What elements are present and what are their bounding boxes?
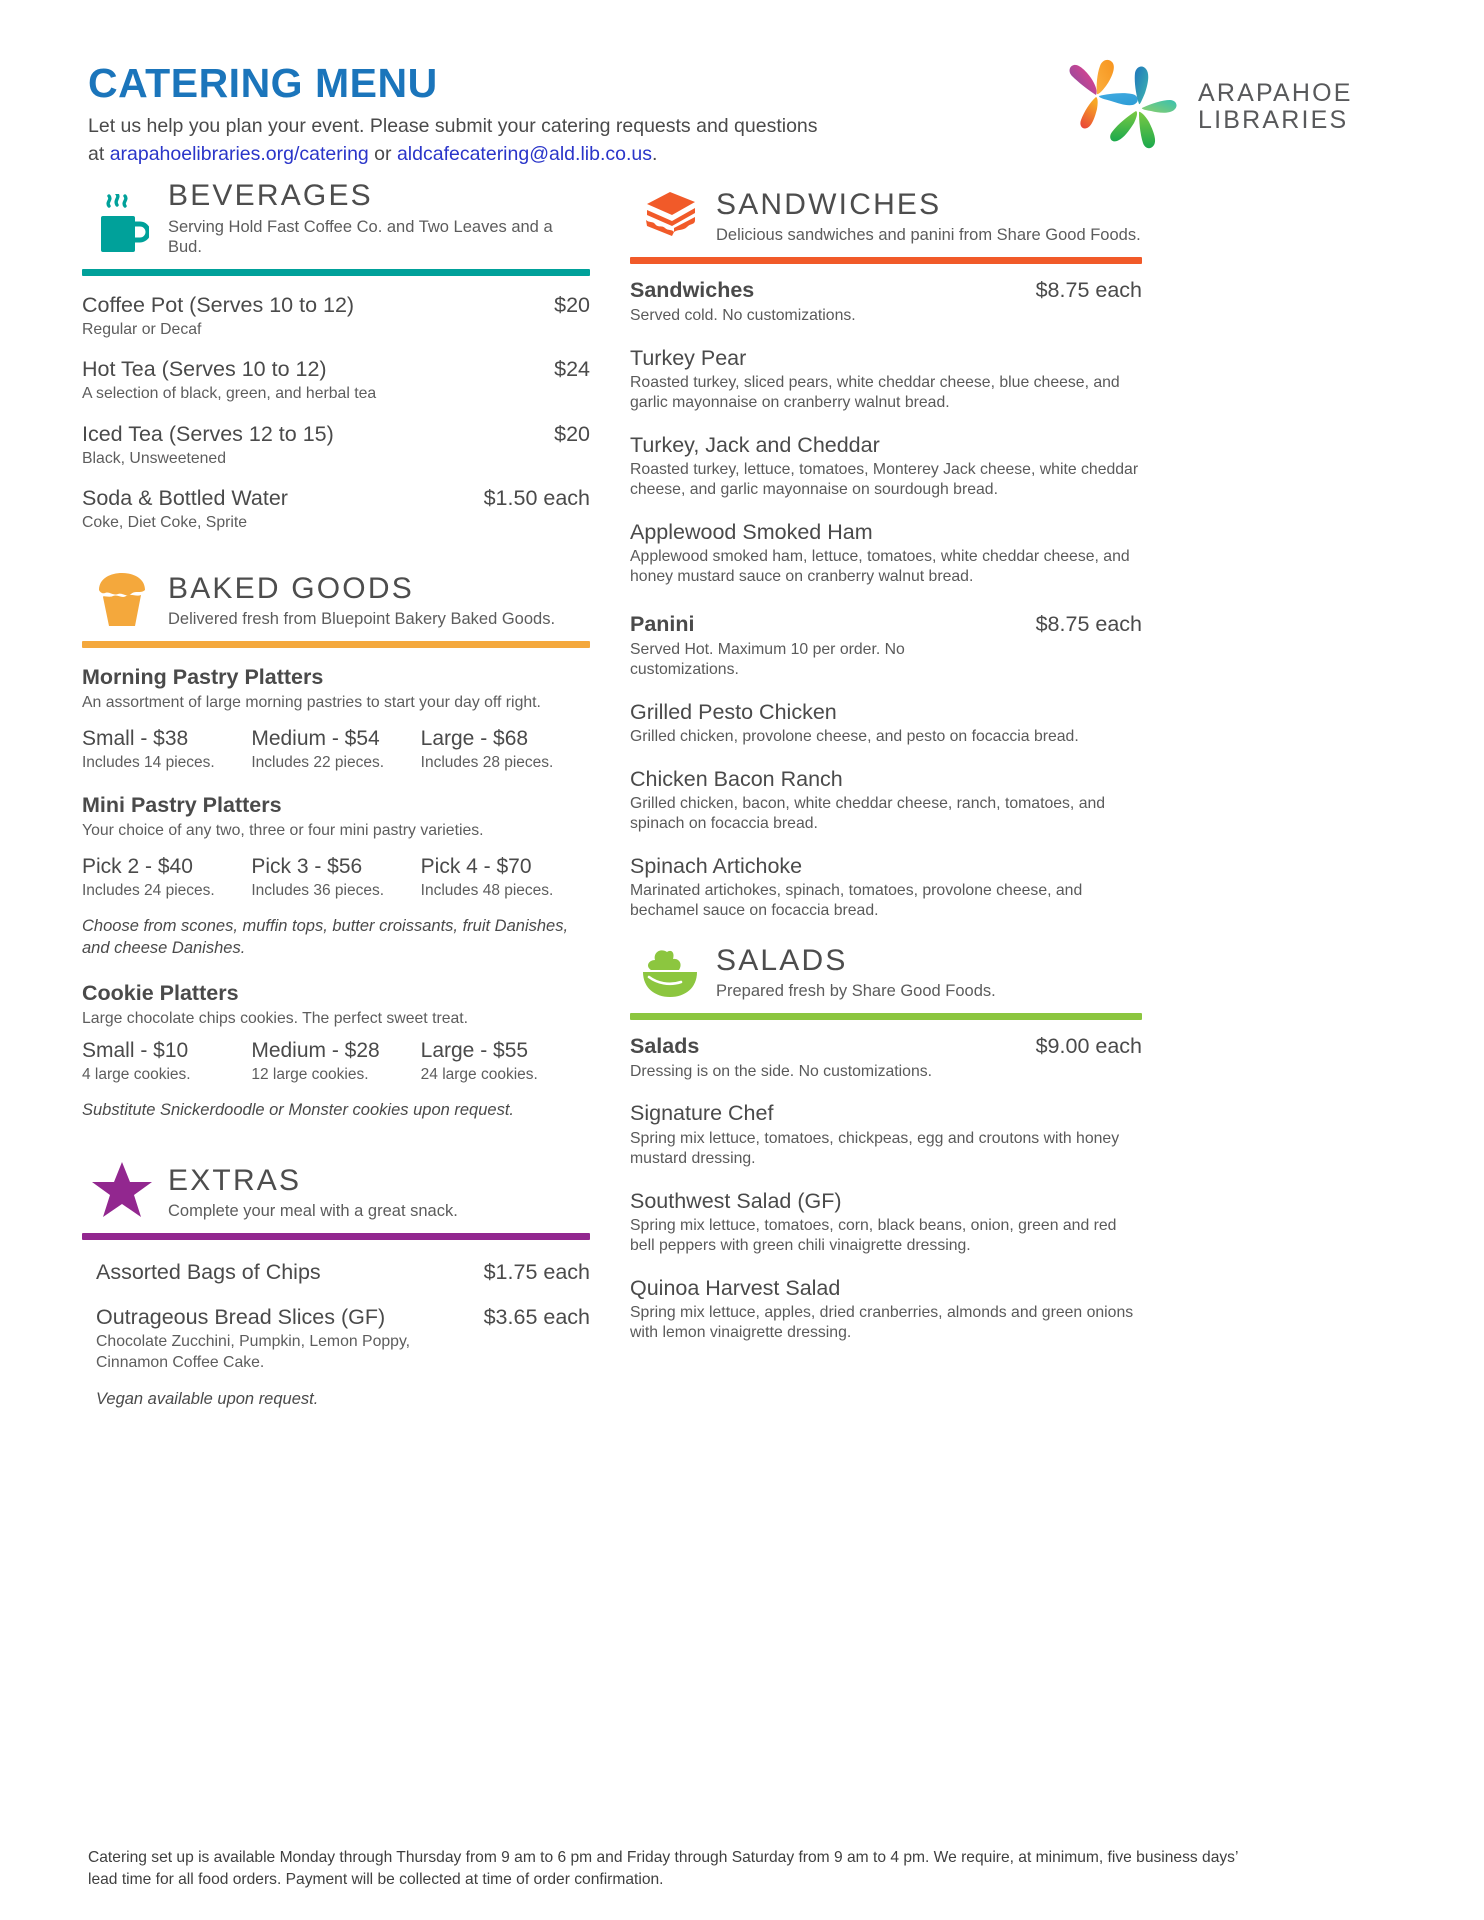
item-name: Turkey, Jack and Cheddar: [630, 432, 880, 457]
salads-group-header: [630, 1034, 1142, 1083]
item-name: Spinach Artichoke: [630, 853, 803, 878]
extras-subtitle: Complete your meal with a great snack.: [168, 1202, 458, 1221]
tier-label: Large - $55: [420, 1039, 529, 1063]
item-name: Chicken Bacon Ranch: [630, 766, 843, 791]
item-name: Outrageous Bread Slices (GF): [96, 1304, 386, 1329]
tier: [82, 1039, 251, 1084]
extras-item: [96, 1260, 590, 1285]
tier-sub: Includes 36 pieces.: [251, 882, 385, 900]
page-header: [0, 0, 1484, 180]
beverages-rule: [82, 269, 590, 276]
beverages-title: BEVERAGES: [168, 179, 373, 212]
salads-rule: [630, 1013, 1142, 1020]
item-desc: Spring mix lettuce, apples, dried cranberries, almonds and green onions with lemon vinaigrette dressing.: [630, 1303, 1134, 1342]
page-title: CATERING MENU: [88, 60, 438, 106]
arapahoe-libraries-logo: [1050, 40, 1353, 160]
panini-group-header: [630, 612, 1142, 681]
section-salads: [630, 936, 1142, 1344]
morning-pastry-desc: An assortment of large morning pastries to start your day off right.: [82, 693, 541, 711]
item-price: $1.75 each: [483, 1259, 590, 1284]
logo-line-2: LIBRARIES: [1198, 106, 1349, 134]
item-name: Signature Chef: [630, 1101, 774, 1126]
tier-sub: 4 large cookies.: [82, 1066, 191, 1084]
section-beverages: [82, 180, 590, 534]
sandwich-item: [630, 433, 1142, 501]
muffin-icon: [82, 572, 162, 630]
tier-label: Medium - $28: [251, 1039, 380, 1063]
section-extras: [82, 1156, 590, 1411]
pinwheel-logo-icon: [1060, 42, 1190, 160]
item-desc: Marinated artichokes, spinach, tomatoes, provolone cheese, and bechamel sauce on focaccia bread.: [630, 881, 1083, 920]
cookie-platters-desc: Large chocolate chips cookies. The perfect sweet treat.: [82, 1009, 469, 1027]
tier: [251, 855, 420, 900]
beverages-titles: [162, 180, 590, 258]
extras-header: [82, 1156, 590, 1222]
item-name: Quinoa Harvest Salad: [630, 1275, 841, 1300]
tier: [251, 727, 420, 772]
sandwich-icon: [630, 188, 710, 246]
sandwiches-subtitle: Delicious sandwiches and panini from Share Good Foods.: [716, 226, 1141, 245]
group-price: $8.75 each: [1035, 611, 1142, 636]
footer-line-2: lead time for all food orders. Payment will be collected at time of order confirmation.: [88, 1871, 664, 1889]
intro-or: or: [368, 142, 397, 165]
tier: [421, 855, 590, 900]
tier: [421, 1039, 590, 1084]
item-price: $24: [554, 357, 590, 382]
group-desc: Served Hot. Maximum 10 per order. No customizations.: [630, 640, 905, 679]
item-desc: Spring mix lettuce, tomatoes, chickpeas, egg and croutons with honey mustard dressing.: [630, 1129, 1120, 1168]
beverages-subtitle: Serving Hold Fast Coffee Co. and Two Leaves and a Bud.: [168, 217, 553, 257]
item-name: Applewood Smoked Ham: [630, 519, 873, 544]
panini-item: [630, 854, 1142, 922]
salad-item: [630, 1276, 1142, 1344]
section-sandwiches: [630, 180, 1142, 922]
tier-label: Pick 4 - $70: [420, 855, 532, 879]
right-column: [630, 180, 1142, 1344]
cookie-platters-note: Substitute Snickerdoodle or Monster cookies upon request.: [82, 1101, 514, 1120]
salad-bowl-icon: [630, 944, 710, 1002]
tier-label: Small - $38: [82, 727, 189, 751]
star-icon: [82, 1160, 162, 1222]
baked-goods-header: [82, 564, 590, 630]
baked-goods-title: BAKED GOODS: [168, 571, 414, 605]
panini-item: [630, 767, 1142, 835]
tier-label: Pick 2 - $40: [82, 855, 193, 879]
footer-line-1: Catering set up is available Monday through Thursday from 9 am to 6 pm and Friday through Saturday from 9 am to 4 pm. We require, at minimum, five business days’: [88, 1849, 1239, 1866]
tier-sub: 12 large cookies.: [251, 1066, 369, 1084]
mini-pastry-tiers: [82, 855, 590, 900]
salads-subtitle: Prepared fresh by Share Good Foods.: [716, 982, 996, 1001]
salad-item: [630, 1189, 1142, 1257]
item-desc: Roasted turkey, lettuce, tomatoes, Monterey Jack cheese, white cheddar cheese, and garlic mayonnaise on sourdough bread.: [630, 460, 1139, 499]
item-name: Soda & Bottled Water: [82, 486, 288, 511]
tier-sub: Includes 14 pieces.: [82, 754, 215, 772]
baked-goods-rule: [82, 641, 590, 648]
item-price: $3.65 each: [483, 1304, 590, 1329]
sandwiches-rule: [630, 257, 1142, 264]
tier-label: Medium - $54: [251, 727, 380, 751]
coffee-mug-icon: [82, 194, 162, 258]
item-desc: Chocolate Zucchini, Pumpkin, Lemon Poppy, Cinnamon Coffee Cake.: [96, 1332, 411, 1371]
extras-titles: [162, 1165, 590, 1222]
left-column: [82, 180, 590, 1411]
cookie-platters-heading: Cookie Platters: [82, 980, 239, 1005]
menu-item: [82, 422, 590, 470]
group-desc: Served cold. No customizations.: [630, 307, 856, 324]
logo-line-1: ARAPAHOE: [1198, 79, 1353, 107]
morning-pastry-heading: Morning Pastry Platters: [82, 664, 324, 689]
section-baked-goods: [82, 564, 590, 1122]
item-name: Grilled Pesto Chicken: [630, 700, 837, 725]
intro-line-1: Let us help you plan your event. Please submit your catering requests and questions: [88, 115, 818, 138]
sandwiches-group-header: [630, 278, 1142, 327]
footer-note: [88, 1847, 1398, 1891]
item-price: $1.50 each: [483, 486, 590, 511]
group-price: $9.00 each: [1035, 1033, 1142, 1058]
item-desc: Spring mix lettuce, tomatoes, corn, black beans, onion, green and red bell peppers with green chili vinaigrette dressing.: [630, 1216, 1117, 1255]
mini-pastry-heading: Mini Pastry Platters: [82, 793, 282, 818]
group-price: $8.75 each: [1035, 278, 1142, 302]
tier: [251, 1039, 420, 1084]
mini-pastry-desc: Your choice of any two, three or four mini pastry varieties.: [82, 821, 484, 839]
item-name: Assorted Bags of Chips: [96, 1259, 321, 1284]
intro-text: [88, 113, 928, 168]
tier-sub: Includes 28 pieces.: [420, 754, 554, 772]
item-name: Turkey Pear: [630, 345, 747, 370]
tier-label: Small - $10: [82, 1039, 189, 1063]
sandwich-item: [630, 346, 1142, 414]
tier-label: Large - $68: [420, 727, 529, 751]
sandwiches-header: [630, 180, 1142, 246]
item-name: Iced Tea (Serves 12 to 15): [82, 421, 334, 446]
tier-sub: 24 large cookies.: [420, 1066, 538, 1084]
salads-header: [630, 936, 1142, 1002]
menu-item: [82, 486, 590, 534]
group-heading: Sandwiches: [630, 278, 755, 302]
website-link[interactable]: arapahoelibraries.org/catering: [109, 142, 369, 165]
item-name: Hot Tea (Serves 10 to 12): [82, 357, 327, 382]
salads-titles: [710, 945, 1142, 1002]
logo-wordmark: [1198, 80, 1353, 134]
intro-prefix: at: [88, 142, 110, 165]
item-desc: Coke, Diet Coke, Sprite: [82, 514, 248, 532]
group-heading: Salads: [630, 1033, 700, 1058]
group-heading: Panini: [630, 611, 695, 636]
tier-sub: Includes 48 pieces.: [420, 882, 554, 900]
item-desc: Grilled chicken, bacon, white cheddar cheese, ranch, tomatoes, and spinach on focaccia bread.: [630, 794, 1106, 833]
item-desc: Regular or Decaf: [82, 320, 202, 338]
sandwich-item: [630, 520, 1142, 588]
cookie-platters-tiers: [82, 1039, 590, 1084]
sandwiches-titles: [710, 189, 1142, 246]
menu-item: [82, 357, 590, 405]
panini-item: [630, 700, 1142, 748]
tier-label: Pick 3 - $56: [251, 855, 363, 879]
tier: [82, 727, 251, 772]
tier: [82, 855, 251, 900]
sandwiches-title: SANDWICHES: [716, 187, 942, 221]
menu-item: [82, 293, 590, 341]
salad-item: [630, 1101, 1142, 1169]
extras-note: Vegan available upon request.: [96, 1390, 319, 1409]
extras-title: EXTRAS: [168, 1163, 302, 1197]
baked-goods-titles: [162, 573, 590, 630]
item-price: $20: [554, 292, 590, 317]
beverages-header: [82, 180, 590, 258]
intro-period: .: [651, 142, 658, 165]
item-name: Coffee Pot (Serves 10 to 12): [82, 292, 355, 317]
email-link[interactable]: aldcafecatering@ald.lib.co.us: [396, 142, 652, 165]
morning-pastry-tiers: [82, 727, 590, 772]
item-desc: Black, Unsweetened: [82, 449, 227, 467]
baked-goods-subtitle: Delivered fresh from Bluepoint Bakery Baked Goods.: [168, 610, 556, 629]
item-price: $20: [554, 421, 590, 446]
extras-rule: [82, 1233, 590, 1240]
salads-title: SALADS: [716, 943, 848, 977]
item-desc: Applewood smoked ham, lettuce, tomatoes, white cheddar cheese, and honey mustard sauce on cranberry walnut bread.: [630, 547, 1130, 586]
mini-pastry-note: Choose from scones, muffin tops, butter croissants, fruit Danishes, and cheese Danishes.: [82, 917, 569, 958]
extras-item: [96, 1305, 590, 1330]
group-desc: Dressing is on the side. No customizations.: [630, 1062, 933, 1080]
item-desc: Grilled chicken, provolone cheese, and pesto on focaccia bread.: [630, 728, 1079, 746]
tier-sub: Includes 24 pieces.: [82, 882, 215, 900]
tier-sub: Includes 22 pieces.: [251, 754, 385, 772]
item-name: Southwest Salad (GF): [630, 1188, 842, 1213]
item-desc: Roasted turkey, sliced pears, white cheddar cheese, blue cheese, and garlic mayonnaise on cranberry walnut bread.: [630, 373, 1120, 412]
tier: [421, 727, 590, 772]
item-desc: A selection of black, green, and herbal tea: [82, 385, 377, 403]
